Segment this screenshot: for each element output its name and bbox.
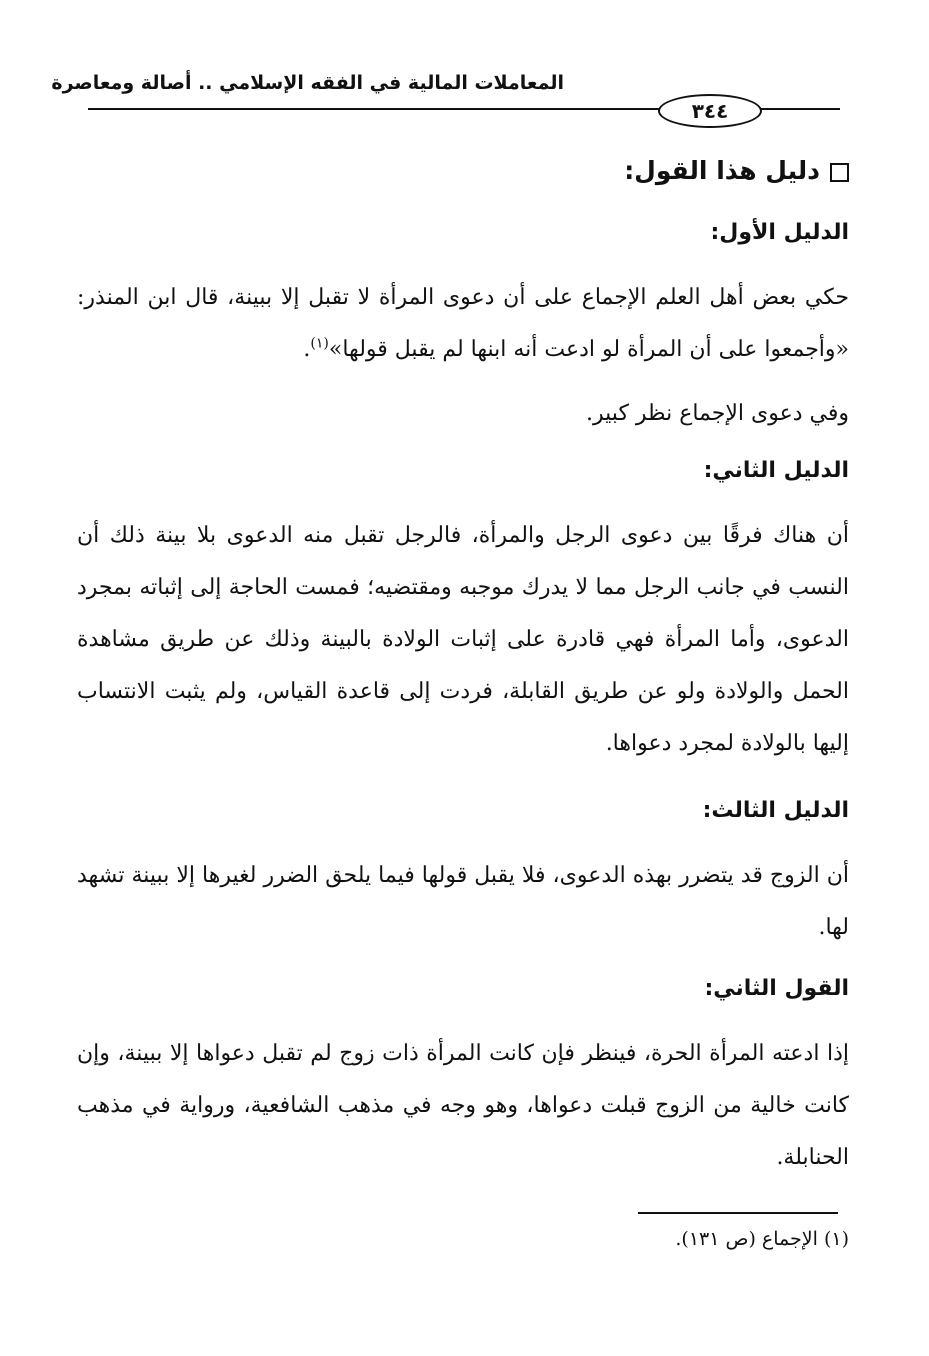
page-number: ٣٤٤	[658, 94, 762, 128]
running-header-title: المعاملات المالية في الفقه الإسلامي .. أصالة ومعاصرة	[51, 72, 564, 94]
footnote: (١) الإجماع (ص ١٣١).	[675, 1228, 849, 1250]
section-heading	[624, 156, 849, 185]
footnote-reference: (١)	[310, 335, 329, 352]
evidence-2-heading: الدليل الثاني:	[703, 458, 849, 483]
square-bullet-icon	[830, 163, 849, 182]
footnote-rule	[638, 1212, 838, 1214]
section-heading-text: دليل هذا القول:	[624, 156, 820, 185]
evidence-1-end: .	[303, 337, 311, 362]
evidence-1-heading: الدليل الأول:	[710, 220, 849, 245]
evidence-1-note: وفي دعوى الإجماع نظر كبير.	[586, 401, 849, 426]
evidence-1-text: حكي بعض أهل العلم الإجماع على أن دعوى المرأة لا تقبل إلا ببينة، قال ابن المنذر: «وأجمعوا على أن المرأة لو ادعت أنه ابنها لم يقبل قولها»	[77, 285, 849, 362]
evidence-3-heading: الدليل الثالث:	[702, 798, 849, 823]
evidence-2-paragraph: أن هناك فرقًا بين دعوى الرجل والمرأة، فالرجل تقبل منه الدعوى بلا بينة ذلك أن النسب في جانب الرجل مما لا يدرك موجبه ومقتضيه؛ فمست الحاجة إلى إثباته بمجرد الدعوى، وأما المرأة فهي قادرة على إثبات الولادة بالبينة وذلك عن طريق مشاهدة الحمل والولادة ولو عن طريق القابلة، فردت إلى قاعدة القياس، ولم يثبت الانتساب إليها بالولادة لمجرد دعواها.	[77, 523, 849, 756]
evidence-1-paragraph	[77, 272, 849, 376]
second-opinion-heading: القول الثاني:	[704, 976, 849, 1001]
second-opinion-paragraph: إذا ادعته المرأة الحرة، فينظر فإن كانت المرأة ذات زوج لم تقبل دعواها إلا ببينة، وإن كانت خالية من الزوج قبلت دعواها، وهو وجه في مذهب الشافعية، ورواية في مذهب الحنابلة.	[77, 1041, 849, 1170]
evidence-3-paragraph: أن الزوج قد يتضرر بهذه الدعوى، فلا يقبل قولها فيما يلحق الضرر لغيرها إلا ببينة تشهد لها.	[77, 863, 849, 940]
